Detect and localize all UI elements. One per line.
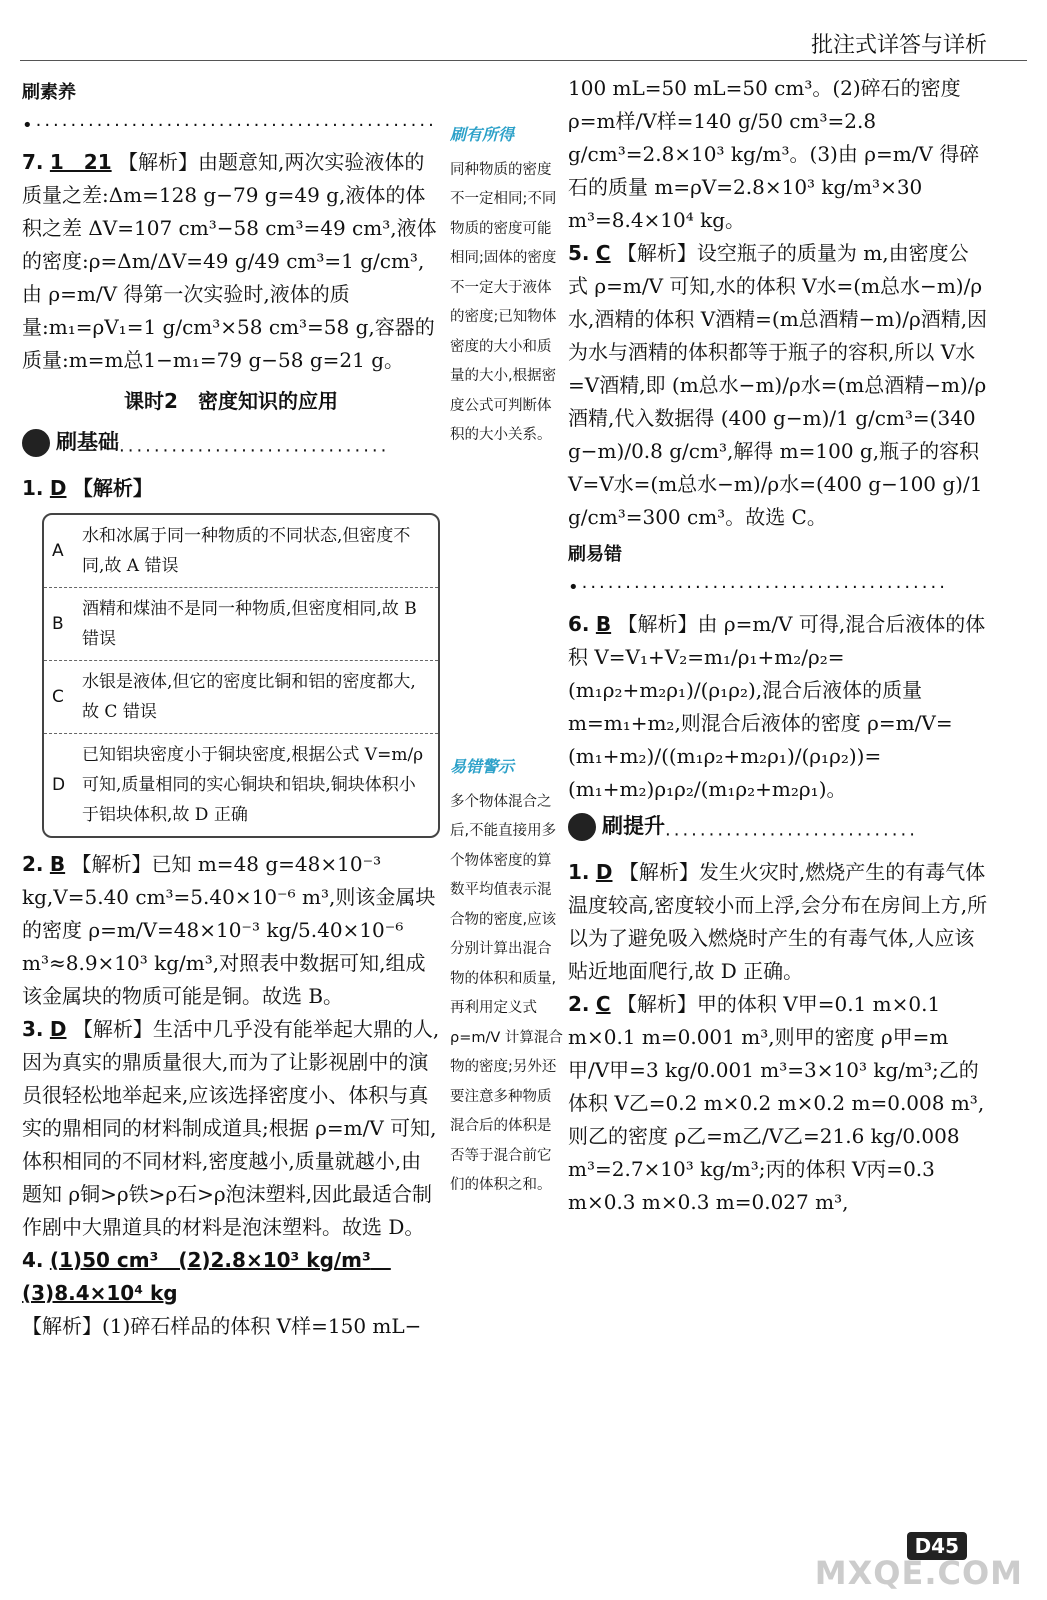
q3-explanation: 【解析】生活中几乎没有能举起大鼎的人,因为真实的鼎质量很大,而为了让影视剧中的演员很轻松地举起来,应该选择密度小、体积与真实的鼎相同的材料制成道具;根据 ρ=m/V 可知,体积相同的不同材料,密度越小,质量就越小,由题知 ρ铜>ρ铁>ρ石>ρ泡沫塑料,因此最适合制作剧中大鼎道具的材料是泡沫塑料。故选 D。: [22, 1016, 440, 1239]
q2-explanation: 【解析】已知 m=48 g=48×10⁻³ kg,V=5.40 cm³=5.40×10⁻⁶ m³,则该金属块的密度 ρ=m/V=48×10⁻³ kg/5.40×10⁻⁶ m³≈8.9×10³ kg/m³,对照表中数据可知,组成该金属块的物质可能是铜。故选 B。: [22, 851, 436, 1008]
q5-number: 5.: [568, 241, 590, 265]
question-4-continued: 100 mL=50 mL=50 cm³。(2)碎石的密度 ρ=m样/V样=140 g/50 cm³=2.8 g/cm³=2.8×10³ kg/m³。(3)由 ρ=m/V 得碎石的质量 m=ρV=2.8×10³ kg/m³×30 m³=8.4×10⁴ kg。: [568, 76, 980, 232]
option-b: [44, 588, 438, 661]
question-6: [568, 608, 988, 806]
lesson-title: 课时2 密度知识的应用: [124, 389, 338, 413]
option-text: 水和冰属于同一种物质的不同状态,但密度不同,故 A 错误: [82, 525, 411, 576]
p1-explanation: 【解析】发生火灾时,燃烧产生的有毒气体温度较高,密度较小而上浮,会分布在房间上方,所以为了避免吸入燃烧时产生的有毒气体,人应该贴近地面爬行,故 D 正确。: [568, 859, 988, 983]
option-text: 酒精和煤油不是同一种物质,但密度相同,故 B 错误: [82, 598, 417, 649]
q6-explanation: 【解析】由 ρ=m/V 可得,混合后液体的体积 V=V₁+V₂=m₁/ρ₁+m₂/ρ₂=(m₁ρ₂+m₂ρ₁)/(ρ₁ρ₂),混合后液体的质量 m=m₁+m₂,则混合后液体的密度 ρ=m/V=(m₁+m₂)/((m₁ρ₂+m₂ρ₁)/(ρ₁ρ₂))=(m₁+m₂)ρ₁ρ₂/(m₁ρ₂+m₂ρ₁)。: [568, 612, 986, 801]
note-text: 同种物质的密度不一定相同;不同物质的密度可能相同;固体的密度不一定大于液体的密度;已知物体密度的大小和质量的大小,根据密度公式可判断体积的大小关系。: [450, 161, 557, 443]
q1-answer: D: [49, 475, 67, 500]
q1-number: 1.: [22, 475, 44, 500]
p1-answer: D: [595, 859, 613, 884]
q3-answer: D: [49, 1016, 67, 1041]
options-box: [42, 513, 440, 838]
q7-number: 7.: [22, 150, 44, 174]
section-label: 刷易错: [568, 544, 622, 565]
page-number: D45: [907, 1532, 967, 1560]
note-title: 易错警示: [450, 757, 515, 776]
question-7: [22, 146, 440, 377]
option-a: [44, 515, 438, 588]
question-3: [22, 1013, 440, 1244]
margin-note-2: [450, 752, 565, 1201]
p1-number: 1.: [568, 859, 590, 884]
section-tisheng: 刷提升 ·····························: [568, 810, 988, 852]
margin-note-1: [450, 120, 565, 451]
pencil-badge-icon: [568, 813, 596, 841]
section-jichu: 刷基础 ·······························: [22, 426, 440, 468]
option-label: D: [52, 774, 66, 795]
q5-answer: C: [595, 241, 611, 265]
question-1: [22, 472, 440, 505]
left-column: [22, 72, 440, 1343]
option-c: [44, 661, 438, 734]
q7-explanation: 【解析】由题意知,两次实验液体的质量之差:Δm=128 g−79 g=49 g,液体的体积之差 ΔV=107 cm³−58 cm³=49 cm³,液体的密度:ρ=Δm/ΔV=49 g/49 cm³=1 g/cm³,由 ρ=m/V 得第一次实验时,液体的质量:m₁=ρV₁=1 g/cm³×58 cm³=58 g,容器的质量:m=m总1−m₁=79 g−58 g=21 g。: [22, 150, 437, 372]
note-title: 刷有所得: [450, 125, 515, 144]
advanced-question-2: [568, 988, 988, 1219]
option-text: 已知铝块密度小于铜块密度,根据公式 V=m/ρ 可知,质量相同的实心铜块和铝块,铜块体积小于铝块体积,故 D 正确: [82, 744, 424, 825]
section-label: 刷提升: [602, 814, 665, 838]
p2-number: 2.: [568, 991, 590, 1016]
watermark: MXQE.COM: [814, 1554, 1023, 1592]
advanced-question-1: [568, 856, 988, 988]
section-label: 刷素养: [22, 82, 76, 103]
option-d: [44, 734, 438, 836]
q2-answer: B: [49, 851, 66, 876]
option-label: A: [52, 540, 64, 561]
pencil-badge-icon: [22, 429, 50, 457]
p2-explanation: 【解析】甲的体积 V甲=0.1 m×0.1 m×0.1 m=0.001 m³,则甲的密度 ρ甲=m甲/V甲=3 kg/0.001 m³=3×10³ kg/m³;乙的体积 V乙=0.2 m×0.2 m×0.2 m=0.008 m³,则乙的密度 ρ乙=m乙/V乙=21.6 kg/0.008 m³=2.7×10³ kg/m³;丙的体积 V丙=0.3 m×0.3 m×0.3 m=0.027 m³,: [568, 991, 985, 1214]
section-label: 刷基础: [56, 430, 119, 454]
q2-number: 2.: [22, 851, 44, 876]
q4-explanation: 【解析】(1)碎石样品的体积 V样=150 mL−: [22, 1313, 422, 1338]
question-2: [22, 848, 440, 1013]
option-label: B: [52, 613, 64, 634]
header-title: 批注式详答与详析: [810, 33, 987, 58]
section-yicuo: 刷易错•··········································: [568, 544, 948, 598]
q6-number: 6.: [568, 612, 590, 636]
question-5: [568, 237, 988, 534]
section-shuasuyang: 刷素养•··············································: [22, 82, 437, 136]
q7-answer: 1 21: [49, 150, 112, 174]
q5-explanation: 【解析】设空瓶子的质量为 m,由密度公式 ρ=m/V 可知,水的体积 V水=(m总水−m)/ρ水,酒精的体积 V酒精=(m总酒精−m)/ρ酒精,因为水与酒精的体积都等于瓶子的容积,所以 V水=V酒精,即 (m总水−m)/ρ水=(m总酒精−m)/ρ酒精,代入数据得 (400 g−m)/1 g/cm³=(340 g−m)/0.8 g/cm³,解得 m=100 g,瓶子的容积 V=V水=(m总水−m)/ρ水=(400 g−100 g)/1 g/cm³=300 cm³。故选 C。: [568, 241, 988, 529]
q4-answer: (1)50 cm³ (2)2.8×10³ kg/m³ (3)8.4×10⁴ kg: [22, 1247, 391, 1305]
header-rule: [20, 60, 1027, 61]
q6-answer: B: [595, 612, 612, 636]
option-label: C: [52, 686, 64, 707]
option-text: 水银是液体,但它的密度比铜和铝的密度都大,故 C 错误: [82, 671, 416, 722]
q1-tag: 【解析】: [72, 475, 153, 500]
question-4: [22, 1244, 440, 1343]
q4-number: 4.: [22, 1247, 44, 1272]
note-text: 多个物体混合之后,不能直接用多个物体密度的算数平均值表示混合物的密度,应该分别计算出混合物的体积和质量,再利用定义式 ρ=m/V 计算混合物的密度;另外还要注意多种物质混合后的体积是否等于混合前它们的体积之和。: [450, 793, 563, 1193]
p2-answer: C: [595, 991, 611, 1016]
q3-number: 3.: [22, 1016, 44, 1041]
right-column: [568, 72, 988, 1219]
